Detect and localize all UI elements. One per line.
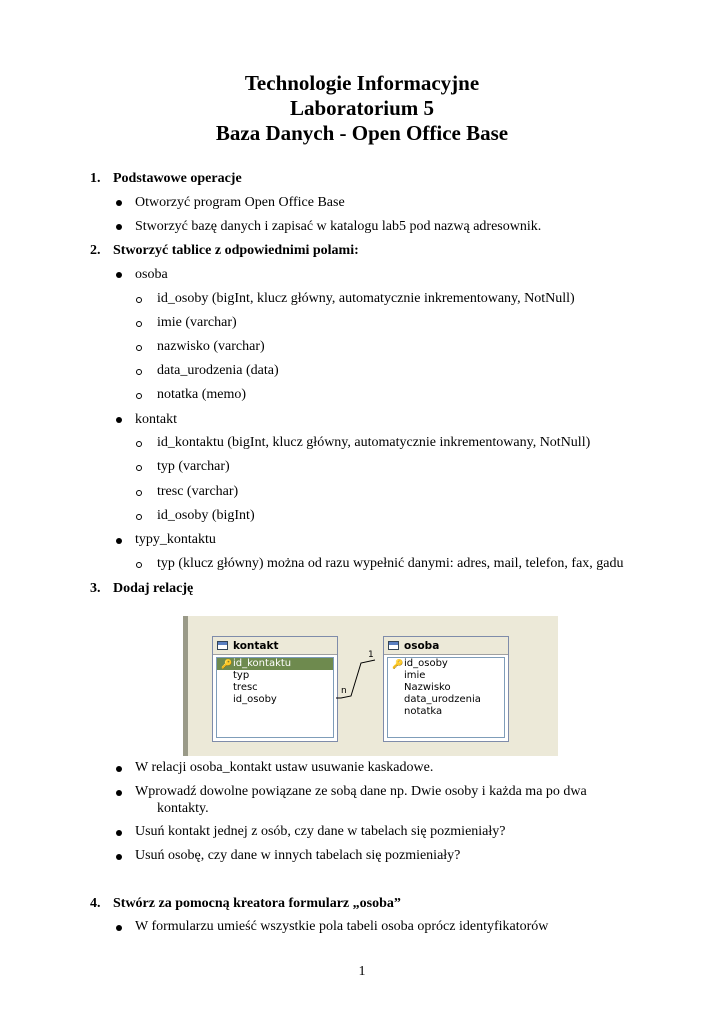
field-item: typ (varchar): [157, 459, 230, 474]
field-label: data_urodzenia: [404, 694, 481, 705]
field-label: notatka: [404, 706, 443, 717]
table-kontakt-title: kontakt: [233, 639, 279, 652]
bullet-circle: [136, 369, 142, 375]
bullet-dot: [116, 224, 122, 230]
bullet-dot: [116, 417, 122, 423]
doc-title-line3: Baza Danych - Open Office Base: [215, 121, 509, 145]
list-item: Stworzyć bazę danych i zapisać w katalogu lab5 pod nazwą adresownik.: [135, 219, 542, 234]
field-label: id_kontaktu: [233, 658, 292, 669]
section-2-number: 2.: [90, 243, 101, 258]
primary-key-icon: 🔑: [392, 660, 404, 670]
relation-line[interactable]: [183, 616, 558, 756]
bullet-dot: [116, 854, 122, 860]
page-number: 1: [358, 964, 366, 979]
list-item: Usuń kontakt jednej z osób, czy dane w tabelach się pozmieniały?: [135, 824, 506, 839]
bullet-dot: [116, 830, 122, 836]
section-2-heading: Stworzyć tablice z odpowiednimi polami:: [113, 243, 359, 258]
field-label: Nazwisko: [404, 682, 451, 693]
field-item: id_kontaktu (bigInt, klucz główny, automatycznie inkrementowany, NotNull): [157, 435, 591, 450]
section-1-number: 1.: [90, 171, 101, 186]
field-item: nazwisko (varchar): [157, 339, 265, 354]
section-1-heading: Podstawowe operacje: [113, 171, 242, 186]
bullet-circle: [136, 465, 142, 471]
section-4-number: 4.: [90, 896, 101, 911]
section-3-heading: Dodaj relację: [113, 581, 194, 596]
bullet-circle: [136, 562, 142, 568]
relation-one-label: 1: [368, 650, 374, 660]
field-label: typ: [233, 670, 250, 681]
field-item: id_osoby (bigInt): [157, 508, 255, 523]
list-item: Otworzyć program Open Office Base: [135, 195, 345, 210]
field-item: imie (varchar): [157, 315, 237, 330]
doc-title-line2: Laboratorium 5: [289, 96, 435, 120]
table-name-typy-kontaktu: typy_kontaktu: [135, 532, 216, 547]
bullet-circle: [136, 297, 142, 303]
bullet-dot: [116, 925, 122, 931]
table-osoba-title: osoba: [404, 639, 440, 652]
field-item: tresc (varchar): [157, 484, 239, 499]
bullet-dot: [116, 200, 122, 206]
field-label: id_osoby: [233, 694, 277, 705]
list-item: Usuń osobę, czy dane w innych tabelach się pozmieniały?: [135, 848, 461, 863]
list-item: Wprowadź dowolne powiązane ze sobą dane np. Dwie osoby i każda ma po dwa: [135, 784, 587, 799]
relation-diagram: [183, 616, 558, 756]
field-item: typ (klucz główny) można od razu wypełnić danymi: adres, mail, telefon, fax, gadu: [157, 556, 624, 571]
bullet-circle: [136, 321, 142, 327]
field-label: imie: [404, 670, 426, 681]
bullet-circle: [136, 345, 142, 351]
section-4-heading: Stwórz za pomocną kreatora formularz „osoba”: [113, 896, 401, 911]
list-item: W formularzu umieść wszystkie pola tabeli osoba oprócz identyfikatorów: [135, 919, 549, 934]
field-item: notatka (memo): [157, 387, 247, 402]
section-3-number: 3.: [90, 581, 101, 596]
bullet-dot: [116, 272, 122, 278]
bullet-circle: [136, 393, 142, 399]
list-item-continuation: kontakty.: [157, 801, 209, 816]
field-label: id_osoby: [404, 658, 448, 669]
bullet-dot: [116, 790, 122, 796]
bullet-circle: [136, 514, 142, 520]
primary-key-icon: 🔑: [221, 660, 233, 670]
bullet-circle: [136, 490, 142, 496]
table-name-kontakt: kontakt: [135, 412, 177, 427]
field-item: id_osoby (bigInt, klucz główny, automatycznie inkrementowany, NotNull): [157, 291, 575, 306]
bullet-dot: [116, 538, 122, 544]
bullet-dot: [116, 766, 122, 772]
doc-title-line1: Technologie Informacyjne: [244, 71, 480, 95]
field-item: data_urodzenia (data): [157, 363, 279, 378]
field-label: tresc: [233, 682, 258, 693]
table-name-osoba: osoba: [135, 267, 168, 282]
list-item: W relacji osoba_kontakt ustaw usuwanie kaskadowe.: [135, 760, 434, 775]
bullet-circle: [136, 441, 142, 447]
relation-many-label: n: [341, 686, 347, 696]
